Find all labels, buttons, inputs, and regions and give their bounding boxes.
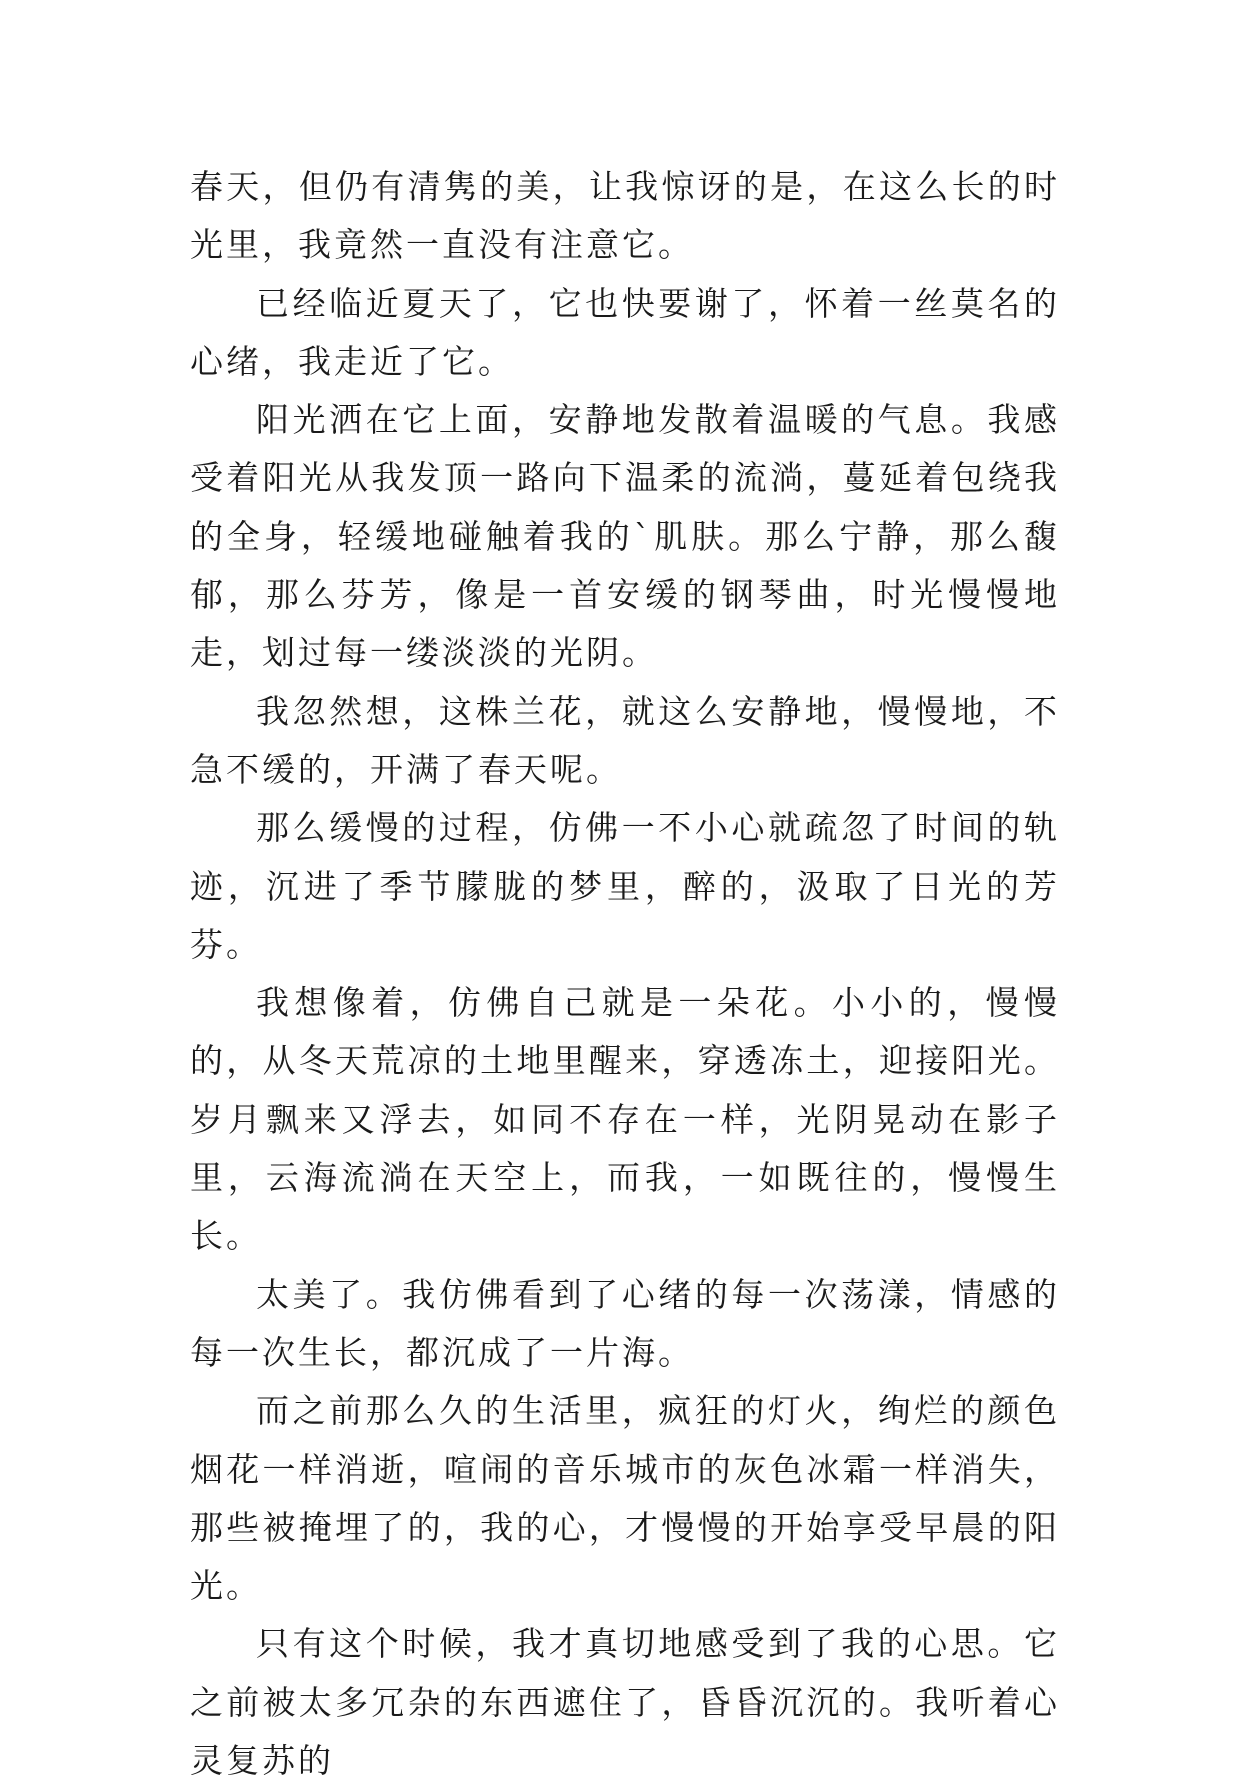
paragraph: 那么缓慢的过程，仿佛一不小心就疏忽了时间的轨迹，沉进了季节朦胧的梦里，醉的，汲取了日光的芳芬。 <box>190 808 1060 964</box>
paragraph-continued: 春天，但仍有清隽的美，让我惊讶的是，在这么长的时光里，我竟然一直没有注意它。 <box>190 167 1060 265</box>
document-body <box>190 158 1060 1790</box>
paragraph: 已经临近夏天了，它也快要谢了，怀着一丝莫名的心绪，我走近了它。 <box>190 283 1060 381</box>
paragraph: 而之前那么久的生活里，疯狂的灯火，绚烂的颜色烟花一样消逝，喧闹的音乐城市的灰色冰霜一样消失，那些被掩埋了的，我的心，才慢慢的开始享受早晨的阳光。 <box>190 1391 1060 1606</box>
paragraph: 阳光洒在它上面，安静地发散着温暖的气息。我感受着阳光从我发顶一路向下温柔的流淌，蔓延着包绕我的全身，轻缓地碰触着我的`肌肤。那么宁静，那么馥郁，那么芬芳，像是一首安缓的钢琴曲，时光慢慢地走，划过每一缕淡淡的光阴。 <box>190 400 1060 673</box>
paragraph: 我忽然想，这株兰花，就这么安静地，慢慢地，不急不缓的，开满了春天呢。 <box>190 691 1060 789</box>
paragraph: 太美了。我仿佛看到了心绪的每一次荡漾，情感的每一次生长，都沉成了一片海。 <box>190 1274 1060 1372</box>
paragraph: 只有这个时候，我才真切地感受到了我的心思。它之前被太多冗杂的东西遮住了，昏昏沉沉的。我听着心灵复苏的 <box>190 1624 1060 1781</box>
paragraph: 我想像着，仿佛自己就是一朵花。小小的，慢慢的，从冬天荒凉的土地里醒来，穿透冻土，迎接阳光。岁月飘来又浮去，如同不存在一样，光阴晃动在影子里，云海流淌在天空上，而我，一如既往的，慢慢生长。 <box>190 983 1060 1256</box>
